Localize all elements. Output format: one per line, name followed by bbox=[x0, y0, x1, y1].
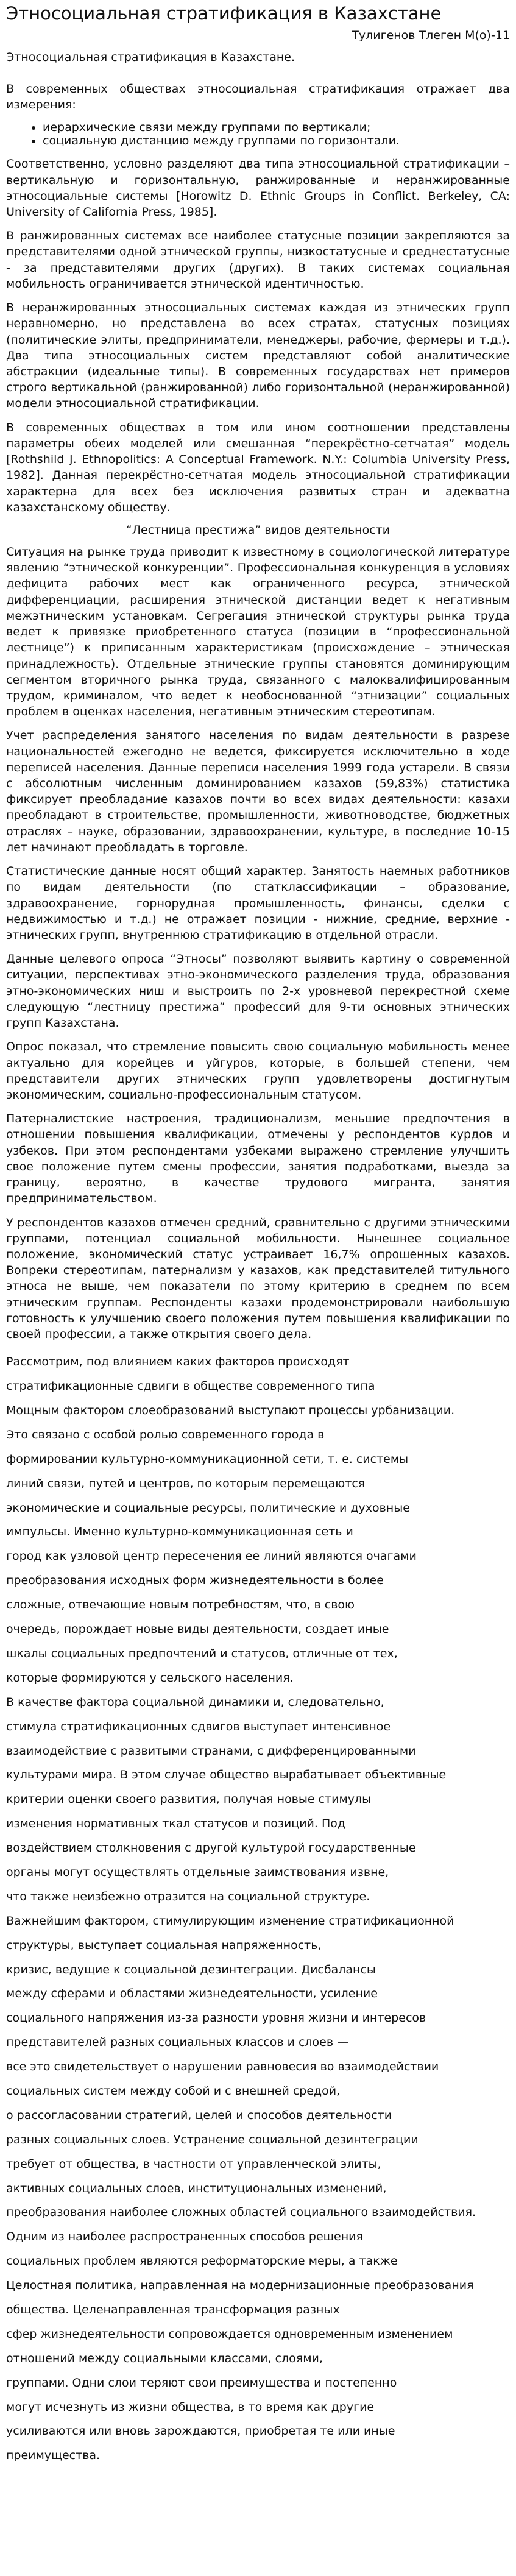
text-line: формировании культурно-коммуникационной сети, т. е. системы bbox=[6, 1452, 409, 1466]
paragraph: У респондентов казахов отмечен средний, сравнительно с другими этническими группами, потенциал социальной мобильности. Нынешнее социальное положение, экономический статус устраивает 16,7% опрошенных казахов. Вопреки стереотипам, патернализм у казахов, как представителей титульного этноса не выше, чем показатели по этому критерию в среднем по всем этническим группам. Респонденты казахи продемонстрировали наибольшую готовность к улучшению своего положения путем повышения квалификации по своей профессии, а также открытия своего дела. bbox=[6, 1215, 510, 1342]
text-line: о рассогласовании стратегий, целей и способов деятельности bbox=[6, 2108, 392, 2122]
subtitle: Этносоциальная стратификация в Казахстане. bbox=[6, 51, 295, 65]
text-line: шкалы социальных предпочтений и статусов, отличные от тех, bbox=[6, 1646, 398, 1660]
text-line: импульсы. Именно культурно-коммуникационная сеть и bbox=[6, 1525, 353, 1539]
paragraph: Учет распределения занятого населения по видам деятельности в разрезе национальностей ежегодно не ведется, фиксируется исключительно в ходе переписей населения. Данные переписи населения 1999 года устарели. В связи с абсолютным численным доминированием казахов (59,83%) статистика фиксирует преобладание казахов почти во всех видах деятельности: казахи преобладают в строительстве, промышленности, животноводстве, бюджетных отраслях – науке, образовании, здравоохранении, культуре, в последние 10-15 лет начинают преобладать в торговле. bbox=[6, 729, 510, 854]
paragraph: Патерналистские настроения, традиционализм, меньшие предпочтения в отношении повышения квалификации, отмечены у респондентов курдов и узбеков. При этом респондентами узбеками выражено стремление улучшить свое положение путем смены профессии, занятия подработками, выезда за границу, вероятно, в качестве трудового мигранта, занятия предпринимательством. bbox=[6, 1112, 510, 1206]
text-line: критерии оценки своего развития, получая новые стимулы bbox=[6, 1792, 372, 1806]
author: Тулигенов Тлеген М(о)-11 bbox=[352, 29, 510, 43]
list-item: • иерархические связи между группами по вертикали; bbox=[43, 121, 510, 135]
factors-section bbox=[6, 1350, 510, 2468]
text-line: усиливаются или вновь зарождаются, приобретая те или иные bbox=[6, 2424, 395, 2438]
text-line: экономические и социальные ресурсы, политические и духовные bbox=[6, 1501, 410, 1515]
paragraph: Статистические данные носят общий характер. Занятость наемных работников по видам деятельности (по статклассификации – образование, здравоохранение, горнорудная промышленность, финансы, сделки с недвижимостью и т.д.) не отражает позиции - нижние, средние, верхние - этнических групп, внутреннюю стратификацию в отдельной отрасли. bbox=[6, 865, 510, 942]
text-line: кризис, ведущие к социальной дезинтеграции. Дисбалансы bbox=[6, 1962, 376, 1976]
text-line: очередь, порождает новые виды деятельности, создает иные bbox=[6, 1622, 389, 1637]
text-line: культурами мира. В этом случае общество вырабатывает объективные bbox=[6, 1768, 447, 1782]
text-line: Целостная политика, направленная на модернизационные преобразования bbox=[6, 2279, 474, 2293]
section-title: “Лестница престижа” видов деятельности bbox=[125, 523, 391, 537]
text-line: преобразования исходных форм жизнедеятельности в более bbox=[6, 1574, 384, 1588]
text-line: социальных проблем являются реформаторские меры, а также bbox=[6, 2254, 398, 2268]
text-line: разных социальных слоев. Устранение социальной дезинтеграции bbox=[6, 2132, 419, 2146]
text-line: Рассмотрим, под влиянием каких факторов происходят bbox=[6, 1355, 350, 1369]
text-line: преимущества. bbox=[6, 2449, 101, 2463]
paragraph: Опрос показал, что стремление повысить свою социальную мобильность менее актуально для корейцев и уйгуров, которые, в большей степени, чем представители других этнических групп удовлетворены достигнутым экономическим, социально-профессиональным статусом. bbox=[6, 1040, 510, 1102]
text-line: Важнейшим фактором, стимулирующим изменение стратификационной bbox=[6, 1914, 454, 1928]
paragraph: Соответственно, условно разделяют два типа этносоциальной стратификации – вертикальную и горизонтальную, ранжированные и неранжированные этносоциальные системы [Horowitz D. Ethnic Groups in Conflict. Berkeley, CA: University of California Press, 1985]. bbox=[6, 157, 510, 219]
text-line: все это свидетельствует о нарушении равновесия во взаимодействии bbox=[6, 2060, 439, 2074]
text-line: социальных систем между собой и с внешней средой, bbox=[6, 2084, 341, 2098]
paragraph: Ситуация на рынке труда приводит к известному в социологической литературе явлению “этнической конкуренции”. Профессиональная конкуренция в условиях дефицита рабочих мест как ограниченного ресурса, этнической дифференциации, расширения этнической дистанции ведет к негативным межэтническим установкам. Сегрегация этнической структуры рынка труда ведет к привязке приобретенного статуса (позиции в “профессиональной лестнице”) к приписанным характеристикам (происхождение – этническая принадлежность). Отдельные этнические группы становятся доминирующим сегментом вторичного рынка труда, связанного с малоквалифицированным трудом, криминалом, что ведет к необоснованной “этнизации” социальных проблем в оценках населения, негативным этническим стереотипам. bbox=[6, 545, 510, 719]
page-title: Этносоциальная стратификация в Казахстане bbox=[6, 2, 510, 26]
text-line: взаимодействие с развитыми странами, с дифференцированными bbox=[6, 1744, 416, 1758]
paragraph: В современных обществах в том или ином соотношении представлены параметры обеих моделей или смешанная “перекрёстно-сетчатая” модель [Rothshild J. Ethnopolitics: A Conceptual Framework. N.Y.: Columbia University Press, 1982]. Данная перекрёстно-сетчатая модель этносоциальной стратификации характерна для всех без исключения развитых стран и адекватна казахстанскому обществу. bbox=[6, 420, 510, 514]
text-line: преобразования наиболее сложных областей социального взаимодействия. bbox=[6, 2206, 476, 2220]
text-line: представителей разных социальных классов и слоев — bbox=[6, 2036, 349, 2050]
text-line: линий связи, путей и центров, по которым перемещаются bbox=[6, 1476, 366, 1490]
text-line: социального напряжения из-за разности уровня жизни и интересов bbox=[6, 2011, 426, 2025]
list-item: • социальную дистанцию между группами по горизонтали. bbox=[43, 135, 510, 148]
text-line: активных социальных слоев, институциональных изменений, bbox=[6, 2181, 387, 2195]
text-line: Мощным фактором слоеобразований выступают процессы урбанизации. bbox=[6, 1404, 455, 1418]
text-line: общества. Целенаправленная трансформация разных bbox=[6, 2302, 340, 2316]
text-line: Одним из наиболее распространенных способов решения bbox=[6, 2230, 363, 2244]
text-line: сфер жизнедеятельности сопровождается одновременным изменением bbox=[6, 2327, 453, 2341]
text-line: между сферами и областями жизнедеятельности, усиление bbox=[6, 1987, 378, 2001]
text-line: В качестве фактора социальной динамики и, следовательно, bbox=[6, 1695, 384, 1709]
text-line: отношений между социальными классами, слоями, bbox=[6, 2351, 323, 2365]
text-line: воздействием столкновения с другой культурой государственные bbox=[6, 1841, 416, 1855]
text-line: которые формируются у сельского населения. bbox=[6, 1671, 294, 1685]
text-line: требует от общества, в частности от управленческой элиты, bbox=[6, 2157, 381, 2171]
paragraph: Данные целевого опроса “Этносы” позволяют выявить картину о современной ситуации, перспективах этно-экономического разделения труда, образования этно-экономических ниш и выстроить по 2-х уровневой перекрестной схеме следующую “лестницу престижа” профессий для 9-ти основных этнических групп Казахстана. bbox=[6, 952, 510, 1030]
text-line: могут исчезнуть из жизни общества, в то время как другие bbox=[6, 2400, 375, 2414]
text-line: изменения нормативных ткал статусов и позиций. Под bbox=[6, 1817, 346, 1831]
text-line: город как узловой центр пересечения ее линий являются очагами bbox=[6, 1549, 417, 1563]
intro-paragraph: В современных обществах этносоциальная стратификация отражает два измерения: bbox=[6, 82, 510, 112]
text-line: сложные, отвечающие новым потребностям, что, в свою bbox=[6, 1598, 355, 1612]
text-line: стратификационные сдвиги в обществе современного типа bbox=[6, 1379, 375, 1393]
dimension-list bbox=[30, 121, 510, 148]
text-line: структуры, выступает социальная напряженность, bbox=[6, 1938, 322, 1952]
text-line: стимула стратификационных сдвигов выступает интенсивное bbox=[6, 1719, 391, 1733]
paragraph: В ранжированных системах все наиболее статусные позиции закрепляются за представителями одной этнической группы, низкостатусные и среднестатусные - за представителями других (других). В таких системах социальная мобильность ограничивается этнической идентичностью. bbox=[6, 229, 510, 291]
paragraph: В неранжированных этносоциальных системах каждая из этнических групп неравномерно, но представлена во всех стратах, статусных позициях (политические элиты, предприниматели, менеджеры, рабочие, фермеры и т.д.). Два типа этносоциальных систем представляют собой аналитические абстракции (идеальные типы). В современных государствах нет примеров строго вертикальной (ранжированной) либо горизонтальной (неранжированной) модели этносоциальной стратификации. bbox=[6, 301, 510, 411]
text-line: группами. Одни слои теряют свои преимущества и постепенно bbox=[6, 2376, 397, 2390]
text-line: Это связано с особой ролью современного города в bbox=[6, 1428, 325, 1442]
text-line: органы могут осуществлять отдельные заимствования извне, bbox=[6, 1865, 389, 1879]
text-line: что также неизбежно отразится на социальной структуре. bbox=[6, 1889, 370, 1903]
